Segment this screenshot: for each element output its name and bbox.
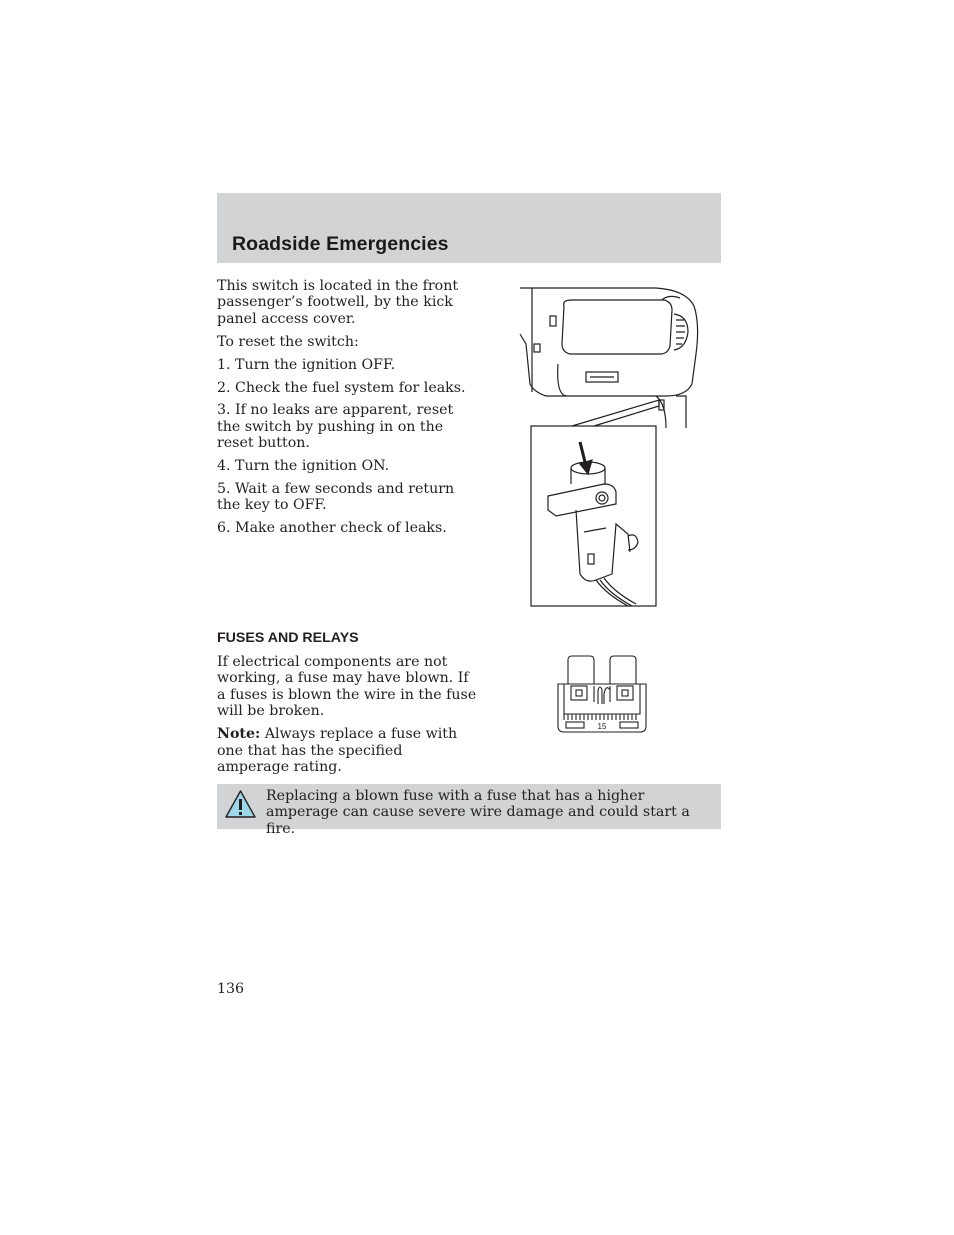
fuses-text — [217, 654, 477, 782]
note-text: Always replace a fuse with one that has the specified amperage rating. — [217, 726, 458, 775]
fuse-note — [217, 726, 477, 775]
fuel-pump-shutoff-switch-illustration — [516, 284, 700, 608]
reset-step: 3. If no leaks are apparent, reset the switch by pushing in on the reset button. — [217, 402, 454, 452]
warning-triangle-icon — [224, 789, 257, 820]
fuses-relays-heading: FUSES AND RELAYS — [217, 630, 359, 646]
reset-step: 2. Check the fuel system for leaks. — [217, 379, 466, 396]
reset-step: 5. Wait a few seconds and return the key to OFF. — [217, 481, 455, 514]
page-number: 136 — [217, 981, 245, 997]
note-label: Note: — [217, 726, 261, 743]
warning-text: Replacing a blown fuse with a fuse that has a higher amperage can cause severe wire damage and could start a fire. — [266, 788, 690, 837]
fuses-body-text: If electrical components are not working, a fuse may have blown. If a fuses is blown the wire in the fuse will be broken. — [217, 654, 477, 720]
reset-step: 1. Turn the ignition OFF. — [217, 356, 396, 373]
section-header-band — [217, 193, 721, 263]
fuse-illustration — [554, 654, 650, 736]
reset-lead-text: To reset the switch: — [217, 333, 359, 350]
section-title: Roadside Emergencies — [232, 233, 449, 255]
reset-step: 4. Turn the ignition ON. — [217, 458, 390, 475]
switch-instructions — [217, 278, 477, 543]
switch-location-text: This switch is located in the front passenger’s footwell, by the kick panel access cover. — [217, 278, 459, 327]
reset-step: 6. Make another check of leaks. — [217, 520, 447, 537]
warning-box — [217, 784, 721, 837]
fuse-rating-label: 15 — [597, 722, 607, 731]
